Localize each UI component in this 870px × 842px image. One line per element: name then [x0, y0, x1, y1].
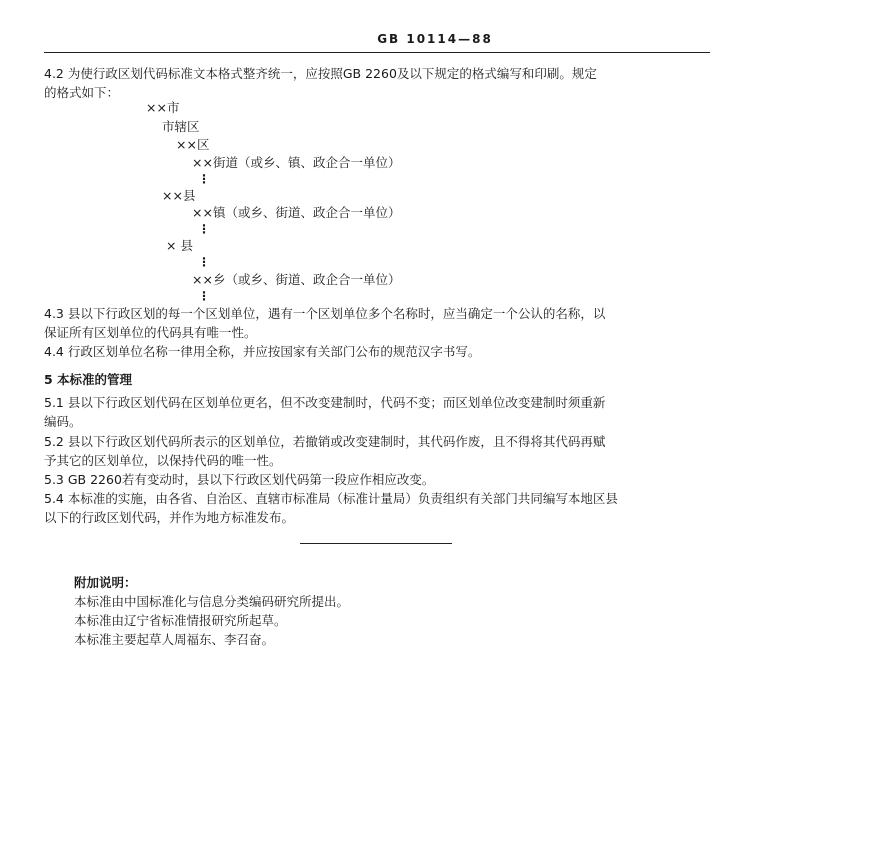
- sec-5-4-line-1: 5.4 本标准的实施，由各省、自治区、直辖市标准局（标准计量局）负责组织有关部门共同编写本地区县: [44, 491, 618, 506]
- sec-5-2-line-2: 予其它的区划单位，以保持代码的唯一性。: [44, 453, 282, 468]
- end-rule: [300, 543, 452, 544]
- format-city-district: 市辖区: [162, 119, 200, 134]
- ellipsis-icon: ⋮: [198, 222, 210, 236]
- header-rule: [44, 52, 710, 53]
- notes-line-1: 本标准由中国标准化与信息分类编码研究所提出。: [74, 594, 350, 609]
- sec-5-2-line-1: 5.2 县以下行政区划代码所表示的区划单位，若撤销或改变建制时，其代码作废，且不得将其代码再赋: [44, 434, 606, 449]
- ellipsis-icon: ⋮: [198, 289, 210, 303]
- format-county-1: ××县: [162, 188, 196, 203]
- sec-4-4-line-1: 4.4 行政区划单位名称一律用全称，并应按国家有关部门公布的规范汉字书写。: [44, 344, 481, 359]
- format-township: ××乡（或乡、街道、政企合一单位）: [192, 272, 401, 287]
- sec-4-2-line-1: 4.2 为使行政区划代码标准文本格式整齐统一，应按照GB 2260及以下规定的格式编写和印刷。规定: [44, 66, 597, 81]
- sec-5-3-line-1: 5.3 GB 2260若有变动时，县以下行政区划代码第一段应作相应改变。: [44, 472, 435, 487]
- format-city: ××市: [146, 100, 180, 115]
- sec-4-2-line-2: 的格式如下：: [44, 85, 120, 100]
- sec-5-1-line-2: 编码。: [44, 414, 82, 429]
- ellipsis-icon: ⋮: [198, 172, 210, 186]
- format-county-2: × 县: [166, 238, 193, 253]
- section-5-heading: 5 本标准的管理: [44, 372, 133, 387]
- format-district: ××区: [176, 137, 210, 152]
- sec-5-1-line-1: 5.1 县以下行政区划代码在区划单位更名，但不改变建制时，代码不变；而区划单位改变建制时须重新: [44, 395, 606, 410]
- format-street: ××街道（或乡、镇、政企合一单位）: [192, 155, 401, 170]
- format-town: ××镇（或乡、街道、政企合一单位）: [192, 205, 401, 220]
- ellipsis-icon: ⋮: [198, 255, 210, 269]
- sec-4-3-line-1: 4.3 县以下行政区划的每一个区划单位，遇有一个区划单位多个名称时，应当确定一个公认的名称，以: [44, 306, 606, 321]
- notes-heading: 附加说明：: [74, 575, 137, 590]
- notes-line-2: 本标准由辽宁省标准情报研究所起草。: [74, 613, 287, 628]
- notes-line-3: 本标准主要起草人周福东、李召奋。: [74, 632, 275, 647]
- sec-5-4-line-2: 以下的行政区划代码，并作为地方标准发布。: [44, 510, 295, 525]
- sec-4-3-line-2: 保证所有区划单位的代码具有唯一性。: [44, 325, 257, 340]
- document-header-title: GB 10114—88: [377, 32, 493, 46]
